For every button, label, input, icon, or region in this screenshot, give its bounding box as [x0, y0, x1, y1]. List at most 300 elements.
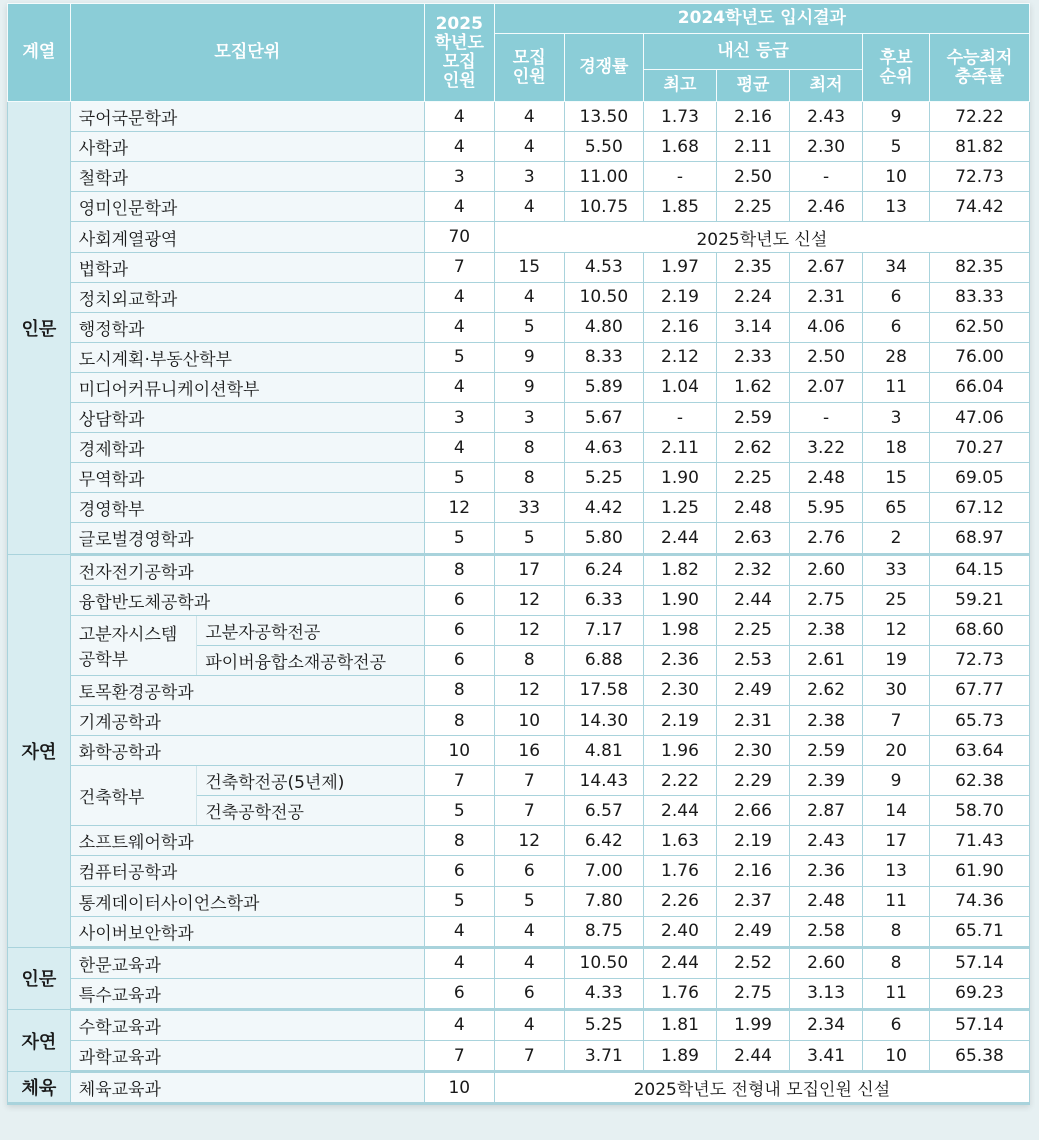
note-cell: 2025학년도 신설	[494, 222, 1029, 252]
grade-highest-cell: 2.40	[643, 916, 716, 947]
waitlist-rank-cell: 18	[863, 433, 930, 463]
grade-average-cell: 2.11	[717, 132, 790, 162]
waitlist-rank-cell: 25	[863, 585, 930, 615]
competition-rate-cell: 4.63	[564, 433, 643, 463]
waitlist-rank-cell: 13	[863, 856, 930, 886]
grade-highest-cell: 1.04	[643, 372, 716, 402]
header-waitlist-line: 후보	[879, 47, 913, 68]
grade-lowest-cell: 2.76	[790, 523, 863, 554]
csat-rate-cell: 62.38	[930, 766, 1030, 796]
waitlist-rank-cell: 10	[863, 1041, 930, 1072]
competition-rate-cell: 6.57	[564, 796, 643, 826]
grade-highest-cell: 2.36	[643, 645, 716, 675]
table-body	[8, 102, 1030, 1104]
grade-highest-cell: -	[643, 162, 716, 192]
quota-2024-cell: 3	[494, 162, 564, 192]
unit-name-cell: 행정학과	[70, 312, 424, 342]
unit-name-cell: 무역학과	[70, 463, 424, 493]
grade-lowest-cell: 2.38	[790, 705, 863, 735]
waitlist-rank-cell: 19	[863, 645, 930, 675]
table-row	[8, 192, 1030, 222]
grade-average-cell: 2.44	[717, 585, 790, 615]
quota-2025-cell: 7	[424, 1041, 494, 1072]
unit-name-cell: 정치외교학과	[70, 282, 424, 312]
unit-name-cell: 경제학과	[70, 433, 424, 463]
grade-lowest-cell: 5.95	[790, 493, 863, 523]
quota-2025-cell: 6	[424, 645, 494, 675]
grade-highest-cell: 1.63	[643, 826, 716, 856]
csat-rate-cell: 70.27	[930, 433, 1030, 463]
competition-rate-cell: 8.33	[564, 342, 643, 372]
grade-average-cell: 2.29	[717, 766, 790, 796]
parent-unit-cell	[70, 615, 197, 675]
table-row	[8, 312, 1030, 342]
grade-lowest-cell: 2.07	[790, 372, 863, 402]
quota-2024-cell: 12	[494, 585, 564, 615]
unit-name-cell: 소프트웨어학과	[70, 826, 424, 856]
quota-2025-cell: 8	[424, 675, 494, 705]
table-row	[8, 856, 1030, 886]
waitlist-rank-cell: 3	[863, 403, 930, 433]
unit-name-cell: 글로벌경영학과	[70, 523, 424, 554]
quota-2024-cell: 6	[494, 978, 564, 1009]
grade-average-cell: 3.14	[717, 312, 790, 342]
quota-2025-cell: 8	[424, 826, 494, 856]
table-row	[8, 585, 1030, 615]
quota-2024-cell: 17	[494, 554, 564, 585]
csat-rate-cell: 63.64	[930, 736, 1030, 766]
grade-lowest-cell: 2.75	[790, 585, 863, 615]
quota-2024-cell: 16	[494, 736, 564, 766]
table-row	[8, 916, 1030, 947]
header-quota-2025-line: 모집	[442, 51, 476, 72]
competition-rate-cell: 10.50	[564, 947, 643, 978]
waitlist-rank-cell: 11	[863, 372, 930, 402]
table-row	[8, 947, 1030, 978]
grade-highest-cell: 1.73	[643, 102, 716, 132]
header-category: 계열	[8, 4, 71, 102]
competition-rate-cell: 7.00	[564, 856, 643, 886]
waitlist-rank-cell: 2	[863, 523, 930, 554]
grade-average-cell: 2.24	[717, 282, 790, 312]
grade-lowest-cell: 2.48	[790, 463, 863, 493]
unit-name-cell: 수학교육과	[70, 1009, 424, 1040]
grade-average-cell: 1.62	[717, 372, 790, 402]
waitlist-rank-cell: 17	[863, 826, 930, 856]
competition-rate-cell: 10.75	[564, 192, 643, 222]
quota-2024-cell: 33	[494, 493, 564, 523]
table-row	[8, 493, 1030, 523]
quota-2025-cell: 4	[424, 433, 494, 463]
table-row	[8, 615, 1030, 645]
competition-rate-cell: 6.24	[564, 554, 643, 585]
note-cell: 2025학년도 전형내 모집인원 신설	[494, 1072, 1029, 1104]
quota-2024-cell: 8	[494, 645, 564, 675]
csat-rate-cell: 69.23	[930, 978, 1030, 1009]
quota-2024-cell: 5	[494, 523, 564, 554]
grade-average-cell: 2.53	[717, 645, 790, 675]
grade-average-cell: 2.49	[717, 916, 790, 947]
quota-2024-cell: 12	[494, 615, 564, 645]
csat-rate-cell: 83.33	[930, 282, 1030, 312]
waitlist-rank-cell: 10	[863, 162, 930, 192]
waitlist-rank-cell: 33	[863, 554, 930, 585]
category-cell: 인문	[8, 102, 71, 554]
grade-highest-cell: 2.16	[643, 312, 716, 342]
quota-2024-cell: 4	[494, 282, 564, 312]
waitlist-rank-cell: 6	[863, 1009, 930, 1040]
competition-rate-cell: 4.80	[564, 312, 643, 342]
grade-lowest-cell: 2.31	[790, 282, 863, 312]
grade-highest-cell: 1.81	[643, 1009, 716, 1040]
table-row	[8, 282, 1030, 312]
grade-lowest-cell: 2.46	[790, 192, 863, 222]
csat-rate-cell: 81.82	[930, 132, 1030, 162]
grade-lowest-cell: 2.43	[790, 102, 863, 132]
quota-2025-cell: 4	[424, 372, 494, 402]
header-waitlist-line: 순위	[879, 66, 913, 87]
competition-rate-cell: 4.42	[564, 493, 643, 523]
quota-2025-cell: 4	[424, 132, 494, 162]
quota-2025-cell: 3	[424, 403, 494, 433]
quota-2025-cell: 4	[424, 1009, 494, 1040]
header-csat-minimum-rate	[930, 34, 1030, 102]
csat-rate-cell: 68.97	[930, 523, 1030, 554]
quota-2025-cell: 5	[424, 463, 494, 493]
header-quota-2024-line: 모집	[512, 47, 546, 68]
competition-rate-cell: 5.67	[564, 403, 643, 433]
grade-lowest-cell: 2.39	[790, 766, 863, 796]
header-quota-2025-line: 학년도	[434, 32, 484, 53]
grade-highest-cell: 1.76	[643, 978, 716, 1009]
csat-rate-cell: 74.36	[930, 886, 1030, 916]
quota-2025-cell: 4	[424, 102, 494, 132]
quota-2025-cell: 6	[424, 978, 494, 1009]
csat-rate-cell: 69.05	[930, 463, 1030, 493]
unit-name-cell: 체육교육과	[70, 1072, 424, 1104]
table-row	[8, 403, 1030, 433]
major-name-cell: 파이버융합소재공학전공	[197, 645, 424, 675]
quota-2024-cell: 3	[494, 403, 564, 433]
competition-rate-cell: 14.30	[564, 705, 643, 735]
waitlist-rank-cell: 30	[863, 675, 930, 705]
grade-lowest-cell: 2.59	[790, 736, 863, 766]
table-row	[8, 1072, 1030, 1104]
quota-2025-cell: 5	[424, 342, 494, 372]
grade-lowest-cell: 3.41	[790, 1041, 863, 1072]
unit-name-cell: 영미인문학과	[70, 192, 424, 222]
grade-lowest-cell: 4.06	[790, 312, 863, 342]
grade-highest-cell: 1.96	[643, 736, 716, 766]
quota-2024-cell: 7	[494, 766, 564, 796]
table-row	[8, 736, 1030, 766]
grade-average-cell: 2.19	[717, 826, 790, 856]
unit-name-cell: 사학과	[70, 132, 424, 162]
unit-name-cell: 컴퓨터공학과	[70, 856, 424, 886]
header-quota-2025-line: 인원	[442, 70, 476, 91]
unit-name-cell: 법학과	[70, 252, 424, 282]
table-row	[8, 705, 1030, 735]
competition-rate-cell: 17.58	[564, 675, 643, 705]
table-row	[8, 102, 1030, 132]
competition-rate-cell: 6.42	[564, 826, 643, 856]
grade-average-cell: 2.75	[717, 978, 790, 1009]
admissions-table-container	[7, 3, 1030, 1105]
quota-2024-cell: 9	[494, 342, 564, 372]
quota-2024-cell: 4	[494, 916, 564, 947]
waitlist-rank-cell: 9	[863, 766, 930, 796]
unit-name-cell: 사이버보안학과	[70, 916, 424, 947]
grade-lowest-cell: 2.34	[790, 1009, 863, 1040]
table-row	[8, 978, 1030, 1009]
header-csat-line: 충족률	[954, 66, 1005, 87]
quota-2025-cell: 70	[424, 222, 494, 252]
competition-rate-cell: 4.53	[564, 252, 643, 282]
csat-rate-cell: 72.73	[930, 645, 1030, 675]
unit-name-cell: 기계공학과	[70, 705, 424, 735]
grade-lowest-cell: -	[790, 403, 863, 433]
grade-lowest-cell: 2.36	[790, 856, 863, 886]
quota-2025-cell: 8	[424, 705, 494, 735]
competition-rate-cell: 8.75	[564, 916, 643, 947]
waitlist-rank-cell: 7	[863, 705, 930, 735]
grade-highest-cell: 1.98	[643, 615, 716, 645]
unit-name-cell: 토목환경공학과	[70, 675, 424, 705]
grade-average-cell: 1.99	[717, 1009, 790, 1040]
competition-rate-cell: 11.00	[564, 162, 643, 192]
grade-highest-cell: -	[643, 403, 716, 433]
grade-lowest-cell: 2.60	[790, 947, 863, 978]
competition-rate-cell: 13.50	[564, 102, 643, 132]
csat-rate-cell: 57.14	[930, 1009, 1030, 1040]
quota-2025-cell: 10	[424, 736, 494, 766]
quota-2024-cell: 4	[494, 1009, 564, 1040]
parent-unit-label: 건축학부	[78, 788, 145, 809]
header-results-2024: 2024학년도 입시결과	[494, 4, 1029, 34]
quota-2024-cell: 4	[494, 102, 564, 132]
grade-highest-cell: 1.85	[643, 192, 716, 222]
table-row	[8, 372, 1030, 402]
quota-2024-cell: 5	[494, 312, 564, 342]
table-row	[8, 222, 1030, 252]
grade-highest-cell: 1.68	[643, 132, 716, 162]
grade-highest-cell: 2.30	[643, 675, 716, 705]
quota-2025-cell: 5	[424, 886, 494, 916]
quota-2024-cell: 8	[494, 463, 564, 493]
grade-highest-cell: 2.19	[643, 282, 716, 312]
quota-2025-cell: 4	[424, 192, 494, 222]
quota-2025-cell: 5	[424, 523, 494, 554]
grade-highest-cell: 1.76	[643, 856, 716, 886]
header-quota-2024	[494, 34, 564, 102]
category-cell: 체육	[8, 1072, 71, 1104]
csat-rate-cell: 72.22	[930, 102, 1030, 132]
grade-highest-cell: 2.12	[643, 342, 716, 372]
grade-highest-cell: 1.82	[643, 554, 716, 585]
table-row	[8, 433, 1030, 463]
header-quota-2025	[424, 4, 494, 102]
major-name-cell: 건축학전공(5년제)	[197, 766, 424, 796]
grade-highest-cell: 2.22	[643, 766, 716, 796]
quota-2024-cell: 6	[494, 856, 564, 886]
competition-rate-cell: 3.71	[564, 1041, 643, 1072]
csat-rate-cell: 72.73	[930, 162, 1030, 192]
csat-rate-cell: 64.15	[930, 554, 1030, 585]
grade-lowest-cell: 2.30	[790, 132, 863, 162]
table-row	[8, 675, 1030, 705]
csat-rate-cell: 76.00	[930, 342, 1030, 372]
competition-rate-cell: 7.17	[564, 615, 643, 645]
competition-rate-cell: 7.80	[564, 886, 643, 916]
waitlist-rank-cell: 14	[863, 796, 930, 826]
grade-lowest-cell: 2.62	[790, 675, 863, 705]
competition-rate-cell: 5.25	[564, 463, 643, 493]
csat-rate-cell: 58.70	[930, 796, 1030, 826]
header-competition-rate: 경쟁률	[564, 34, 643, 102]
table-row	[8, 554, 1030, 585]
waitlist-rank-cell: 11	[863, 886, 930, 916]
quota-2024-cell: 12	[494, 675, 564, 705]
grade-average-cell: 2.31	[717, 705, 790, 735]
table-row	[8, 342, 1030, 372]
quota-2024-cell: 7	[494, 796, 564, 826]
header-quota-2025-line: 2025	[435, 13, 483, 34]
quota-2024-cell: 10	[494, 705, 564, 735]
grade-highest-cell: 1.97	[643, 252, 716, 282]
grade-highest-cell: 1.90	[643, 585, 716, 615]
grade-highest-cell: 2.44	[643, 523, 716, 554]
grade-average-cell: 2.63	[717, 523, 790, 554]
grade-average-cell: 2.25	[717, 463, 790, 493]
unit-name-cell: 한문교육과	[70, 947, 424, 978]
table-row	[8, 132, 1030, 162]
quota-2025-cell: 7	[424, 252, 494, 282]
competition-rate-cell: 14.43	[564, 766, 643, 796]
quota-2025-cell: 4	[424, 916, 494, 947]
header-csat-line: 수능최저	[946, 47, 1013, 68]
csat-rate-cell: 74.42	[930, 192, 1030, 222]
grade-average-cell: 2.44	[717, 1041, 790, 1072]
competition-rate-cell: 4.33	[564, 978, 643, 1009]
unit-name-cell: 전자전기공학과	[70, 554, 424, 585]
category-cell: 자연	[8, 1009, 71, 1071]
table-row	[8, 162, 1030, 192]
quota-2025-cell: 7	[424, 766, 494, 796]
csat-rate-cell: 59.21	[930, 585, 1030, 615]
competition-rate-cell: 5.89	[564, 372, 643, 402]
csat-rate-cell: 66.04	[930, 372, 1030, 402]
quota-2024-cell: 15	[494, 252, 564, 282]
grade-average-cell: 2.37	[717, 886, 790, 916]
grade-highest-cell: 1.25	[643, 493, 716, 523]
unit-name-cell: 도시계획·부동산학부	[70, 342, 424, 372]
unit-name-cell: 화학공학과	[70, 736, 424, 766]
competition-rate-cell: 5.50	[564, 132, 643, 162]
csat-rate-cell: 82.35	[930, 252, 1030, 282]
header-grade-lowest: 최저	[790, 70, 863, 102]
table-row	[8, 252, 1030, 282]
grade-lowest-cell: 3.22	[790, 433, 863, 463]
waitlist-rank-cell: 34	[863, 252, 930, 282]
header-grade-average: 평균	[717, 70, 790, 102]
grade-lowest-cell: 2.48	[790, 886, 863, 916]
table-row	[8, 1009, 1030, 1040]
waitlist-rank-cell: 11	[863, 978, 930, 1009]
grade-highest-cell: 1.90	[643, 463, 716, 493]
grade-average-cell: 2.62	[717, 433, 790, 463]
waitlist-rank-cell: 15	[863, 463, 930, 493]
unit-name-cell: 상담학과	[70, 403, 424, 433]
csat-rate-cell: 65.71	[930, 916, 1030, 947]
unit-name-cell: 특수교육과	[70, 978, 424, 1009]
grade-lowest-cell: 2.61	[790, 645, 863, 675]
csat-rate-cell: 67.77	[930, 675, 1030, 705]
competition-rate-cell: 6.88	[564, 645, 643, 675]
parent-unit-cell	[70, 766, 197, 826]
competition-rate-cell: 5.25	[564, 1009, 643, 1040]
unit-name-cell: 융합반도체공학과	[70, 585, 424, 615]
unit-name-cell: 통계데이터사이언스학과	[70, 886, 424, 916]
grade-average-cell: 2.48	[717, 493, 790, 523]
quota-2024-cell: 8	[494, 433, 564, 463]
grade-lowest-cell: 2.67	[790, 252, 863, 282]
grade-average-cell: 2.30	[717, 736, 790, 766]
grade-lowest-cell: 3.13	[790, 978, 863, 1009]
major-name-cell: 고분자공학전공	[197, 615, 424, 645]
header-recruitment-unit: 모집단위	[70, 4, 424, 102]
grade-lowest-cell: 2.43	[790, 826, 863, 856]
unit-name-cell: 사회계열광역	[70, 222, 424, 252]
grade-average-cell: 2.49	[717, 675, 790, 705]
parent-unit-label: 고분자시스템	[78, 625, 178, 646]
csat-rate-cell: 57.14	[930, 947, 1030, 978]
quota-2025-cell: 6	[424, 615, 494, 645]
grade-average-cell: 2.33	[717, 342, 790, 372]
quota-2025-cell: 10	[424, 1072, 494, 1104]
csat-rate-cell: 47.06	[930, 403, 1030, 433]
unit-name-cell: 철학과	[70, 162, 424, 192]
grade-lowest-cell: -	[790, 162, 863, 192]
grade-highest-cell: 2.19	[643, 705, 716, 735]
table-row	[8, 523, 1030, 554]
competition-rate-cell: 10.50	[564, 282, 643, 312]
quota-2024-cell: 4	[494, 192, 564, 222]
grade-highest-cell: 1.89	[643, 1041, 716, 1072]
unit-name-cell: 미디어커뮤니케이션학부	[70, 372, 424, 402]
category-cell: 인문	[8, 947, 71, 1009]
grade-lowest-cell: 2.38	[790, 615, 863, 645]
competition-rate-cell: 4.81	[564, 736, 643, 766]
grade-average-cell: 2.52	[717, 947, 790, 978]
grade-average-cell: 2.66	[717, 796, 790, 826]
csat-rate-cell: 67.12	[930, 493, 1030, 523]
grade-average-cell: 2.25	[717, 192, 790, 222]
waitlist-rank-cell: 13	[863, 192, 930, 222]
quota-2024-cell: 5	[494, 886, 564, 916]
quota-2025-cell: 12	[424, 493, 494, 523]
competition-rate-cell: 6.33	[564, 585, 643, 615]
header-school-grade: 내신 등급	[643, 34, 862, 70]
header-grade-highest: 최고	[643, 70, 716, 102]
csat-rate-cell: 68.60	[930, 615, 1030, 645]
grade-average-cell: 2.50	[717, 162, 790, 192]
waitlist-rank-cell: 8	[863, 916, 930, 947]
waitlist-rank-cell: 6	[863, 312, 930, 342]
grade-average-cell: 2.16	[717, 856, 790, 886]
quota-2024-cell: 4	[494, 947, 564, 978]
csat-rate-cell: 71.43	[930, 826, 1030, 856]
grade-lowest-cell: 2.50	[790, 342, 863, 372]
